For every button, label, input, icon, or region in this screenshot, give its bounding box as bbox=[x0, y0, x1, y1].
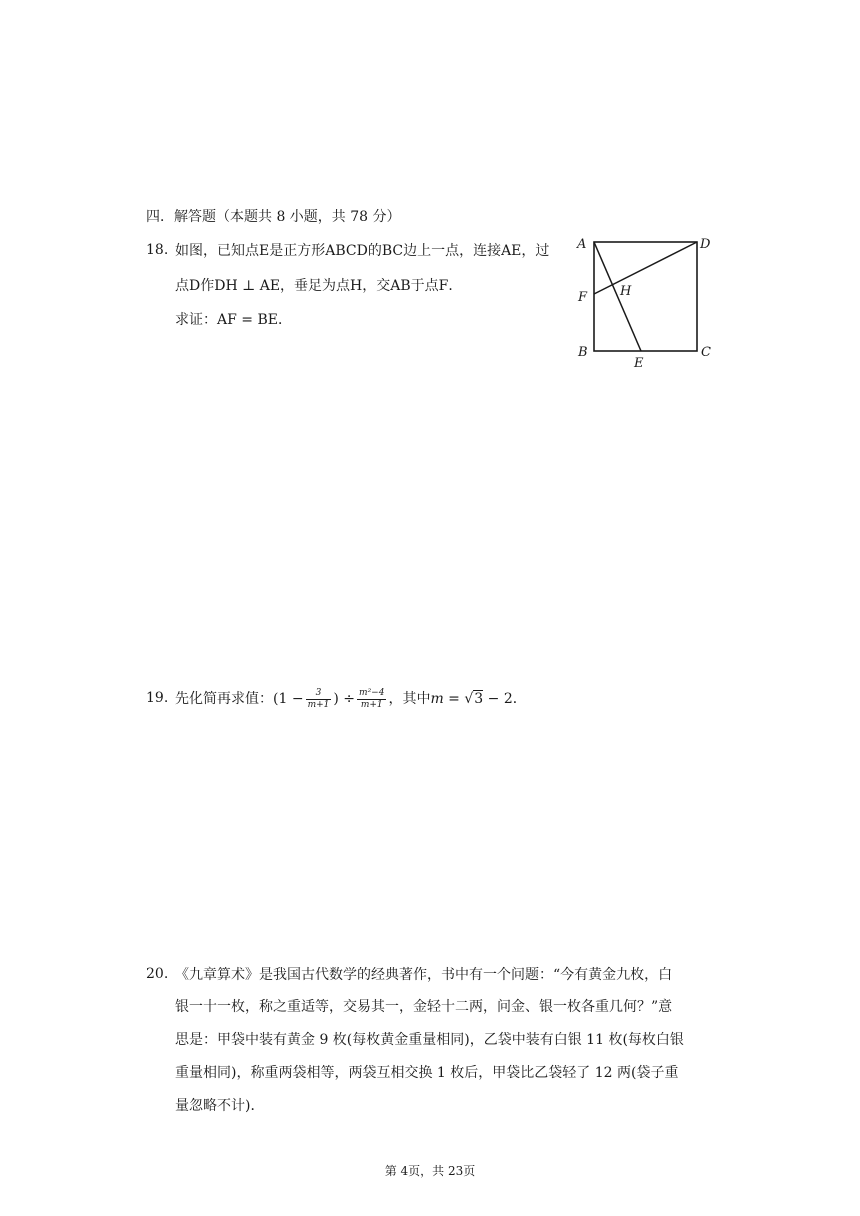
q20-line-4: 重量相同)，称重两袋相等，两袋互相交换 1 枚后，甲袋比乙袋轻了 12 两(袋子重 bbox=[175, 1065, 679, 1081]
q18-number: 18. bbox=[146, 242, 169, 258]
label-a: A bbox=[577, 237, 587, 252]
q19-prefix: 先化简再求值： bbox=[175, 691, 273, 707]
label-b: B bbox=[578, 345, 588, 360]
label-h: H bbox=[620, 284, 632, 299]
q18-line-1: 如图，已知点E是正方形ABCD的BC边上一点，连接AE，过 bbox=[175, 243, 550, 259]
page-footer: 第 4页，共 23页 bbox=[384, 1164, 476, 1178]
q19-number: 19. bbox=[146, 690, 169, 706]
q19-frac2-num: m²−4 bbox=[359, 687, 385, 698]
section-heading: 四．解答题（本题共 8 小题，共 78 分） bbox=[146, 209, 401, 225]
square-abcd bbox=[594, 242, 697, 351]
q20-line-1: 《九章算术》是我国古代数学的经典著作，书中有一个问题：“今有黄金九枚，白 bbox=[175, 967, 673, 983]
q19-frac1-den: m+1 bbox=[307, 699, 330, 710]
q19-lparen: (1 − bbox=[273, 691, 304, 707]
q19-var: m bbox=[430, 691, 444, 707]
q19-fraction-1 bbox=[306, 688, 332, 711]
label-d: D bbox=[700, 237, 711, 252]
segment-df bbox=[594, 242, 697, 294]
q19-eq: = bbox=[443, 691, 465, 707]
q20-line-5: 量忽略不计)． bbox=[175, 1098, 265, 1114]
q19-frac2-den: m+1 bbox=[360, 699, 383, 710]
label-f: F bbox=[578, 290, 588, 305]
square-geometry-figure bbox=[572, 232, 722, 372]
q20-line-3: 思是：甲袋中装有黄金 9 枚(每枚黄金重量相同)，乙袋中装有白银 11 枚(每枚白银 bbox=[175, 1032, 684, 1048]
q19-mid: ，其中 bbox=[388, 691, 431, 707]
q19-rparen-div: ) ÷ bbox=[333, 691, 356, 707]
q19-expression bbox=[175, 686, 527, 712]
q19-frac1-num: 3 bbox=[306, 688, 332, 700]
q18-line-2: 点D作DH ⊥ AE，垂足为点H，交AB于点F． bbox=[175, 278, 463, 294]
q19-tail: − 2． bbox=[483, 691, 527, 707]
q20-number: 20. bbox=[146, 966, 169, 982]
q19-fraction-2 bbox=[357, 688, 386, 711]
q18-line-3: 求证：AF = BE． bbox=[175, 312, 292, 328]
label-c: C bbox=[701, 345, 711, 360]
q20-line-2: 银一十一枚，称之重适等，交易其一，金轻十二两，问金、银一枚各重几何？”意 bbox=[175, 999, 673, 1015]
segment-ae bbox=[594, 242, 641, 351]
sqrt-icon: √ bbox=[464, 691, 474, 707]
q19-sqrt-arg: 3 bbox=[474, 691, 484, 707]
label-e: E bbox=[634, 356, 644, 371]
